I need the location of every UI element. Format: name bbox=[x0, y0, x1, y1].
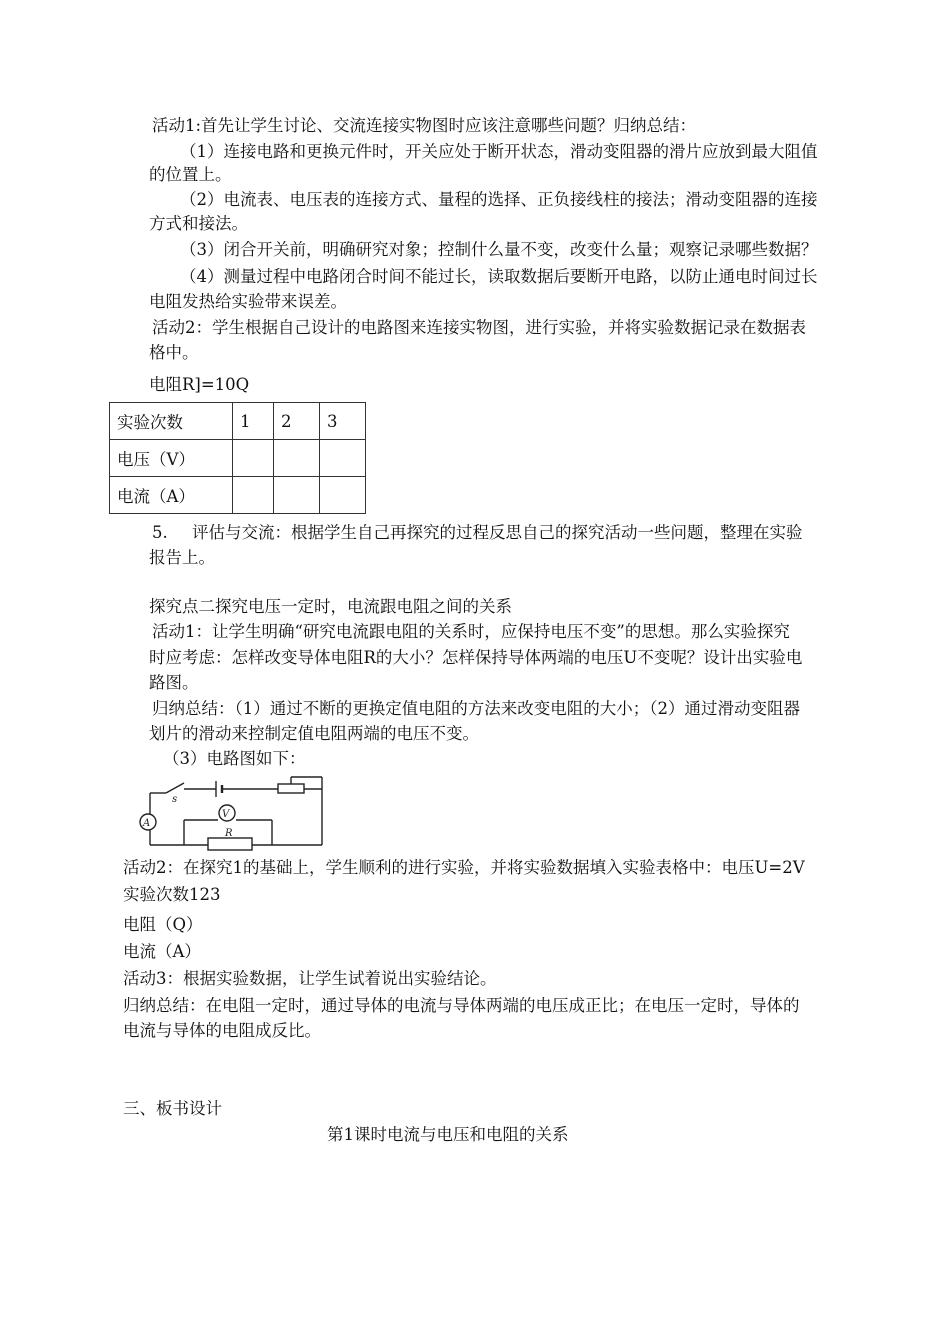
point2-activity3: 活动3：根据实验数据，让学生试着说出实验结论。 bbox=[123, 969, 497, 988]
section5-line2: 报告上。 bbox=[149, 548, 215, 567]
point2-conclusion-line2: 电流与导体的电阻成反比。 bbox=[123, 1021, 321, 1040]
activity1-intro: 活动1:首先让学生讨论、交流连接实物图时应该注意哪些问题？归纳总结： bbox=[152, 116, 697, 135]
point2-table-row3: 电流（A） bbox=[123, 942, 201, 961]
point2-summary-line2: 划片的滑动来控制定值电阻两端的电压不变。 bbox=[149, 724, 479, 743]
point2-table-row2: 电阻（Q） bbox=[123, 915, 203, 934]
ammeter-label: A bbox=[143, 818, 151, 829]
activity1-item1-line2: 的位置上。 bbox=[149, 165, 232, 184]
table-header-cell: 1 bbox=[233, 403, 274, 440]
point2-diagram-caption: （3）电路图如下： bbox=[163, 749, 306, 768]
activity2-line2: 格中。 bbox=[149, 343, 199, 362]
activity2-line1: 活动2：学生根据自己设计的电路图来连接实物图，进行实验，并将实验数据记录在数据表 bbox=[152, 318, 806, 337]
table-cell: 电流（A） bbox=[110, 477, 233, 514]
table-cell bbox=[320, 440, 366, 477]
table-header-cell: 实验次数 bbox=[110, 403, 233, 440]
activity1-item4-line1: （4）测量过程中电路闭合时间不能过长，读取数据后要断开电路，以防止通电时间过长 bbox=[180, 267, 818, 286]
point2-conclusion-line1: 归纳总结：在电阻一定时，通过导体的电流与导体两端的电压成正比；在电压一定时，导体的 bbox=[123, 996, 800, 1015]
table-cell: 电压（V） bbox=[110, 440, 233, 477]
point2-summary-line1: 归纳总结：（1）通过不断的更换定值电阻的方法来改变电阻的大小；（2）通过滑动变阻器 bbox=[152, 699, 800, 718]
circuit-diagram bbox=[132, 772, 327, 852]
voltmeter-label: V bbox=[222, 809, 230, 820]
point2-table-row1: 实验次数123 bbox=[123, 885, 221, 904]
table1-caption: 电阻R]=10Q bbox=[149, 375, 250, 394]
table-header-cell: 2 bbox=[274, 403, 320, 440]
table-cell bbox=[320, 477, 366, 514]
table-cell bbox=[233, 477, 274, 514]
activity1-item1-line1: （1）连接电路和更换元件时，开关应处于断开状态，滑动变阻器的滑片应放到最大阻值 bbox=[180, 142, 818, 161]
switch-label: s bbox=[172, 794, 178, 805]
resistor-symbol bbox=[208, 838, 252, 850]
table-cell bbox=[233, 440, 274, 477]
board-heading: 三、板书设计 bbox=[123, 1099, 222, 1118]
data-table-voltage bbox=[109, 402, 366, 514]
activity1-item2-line2: 方式和接法。 bbox=[149, 214, 248, 233]
point2-activity1-line3: 路图。 bbox=[149, 673, 199, 692]
table-cell bbox=[274, 477, 320, 514]
point2-activity2: 活动2：在探究1的基础上，学生顺利的进行实验，并将实验数据填入实验表格中：电压U=2V bbox=[123, 858, 805, 877]
table-row bbox=[110, 403, 366, 440]
table-cell bbox=[274, 440, 320, 477]
activity1-item3: （3）闭合开关前，明确研究对象；控制什么量不变，改变什么量；观察记录哪些数据？ bbox=[180, 240, 818, 259]
activity1-item4-line2: 电阻发热给实验带来误差。 bbox=[149, 292, 347, 311]
point2-activity1-line1: 活动1：让学生明确“研究电流跟电阻的关系时，应保持电压不变”的思想。那么实验探究 bbox=[152, 622, 790, 641]
table-row bbox=[110, 440, 366, 477]
point2-activity1-line2: 时应考虑：怎样改变导体电阻R的大小？怎样保持导体两端的电压U不变呢？设计出实验电 bbox=[149, 648, 803, 667]
table-row bbox=[110, 477, 366, 514]
section5-line1: 评估与交流：根据学生自己再探究的过程反思自己的探究活动一些问题，整理在实验 bbox=[192, 523, 803, 542]
board-title: 第1课时电流与电压和电阻的关系 bbox=[327, 1125, 569, 1144]
table-header-cell: 3 bbox=[320, 403, 366, 440]
resistor-label: R bbox=[225, 828, 233, 839]
point2-title: 探究点二探究电压一定时，电流跟电阻之间的关系 bbox=[149, 597, 512, 616]
switch-symbol bbox=[166, 783, 184, 793]
rheostat-symbol bbox=[278, 784, 304, 793]
activity1-item2-line1: （2）电流表、电压表的连接方式、量程的选择、正负接线柱的接法；滑动变阻器的连接 bbox=[180, 190, 818, 209]
section5-number: 5. bbox=[152, 523, 168, 542]
